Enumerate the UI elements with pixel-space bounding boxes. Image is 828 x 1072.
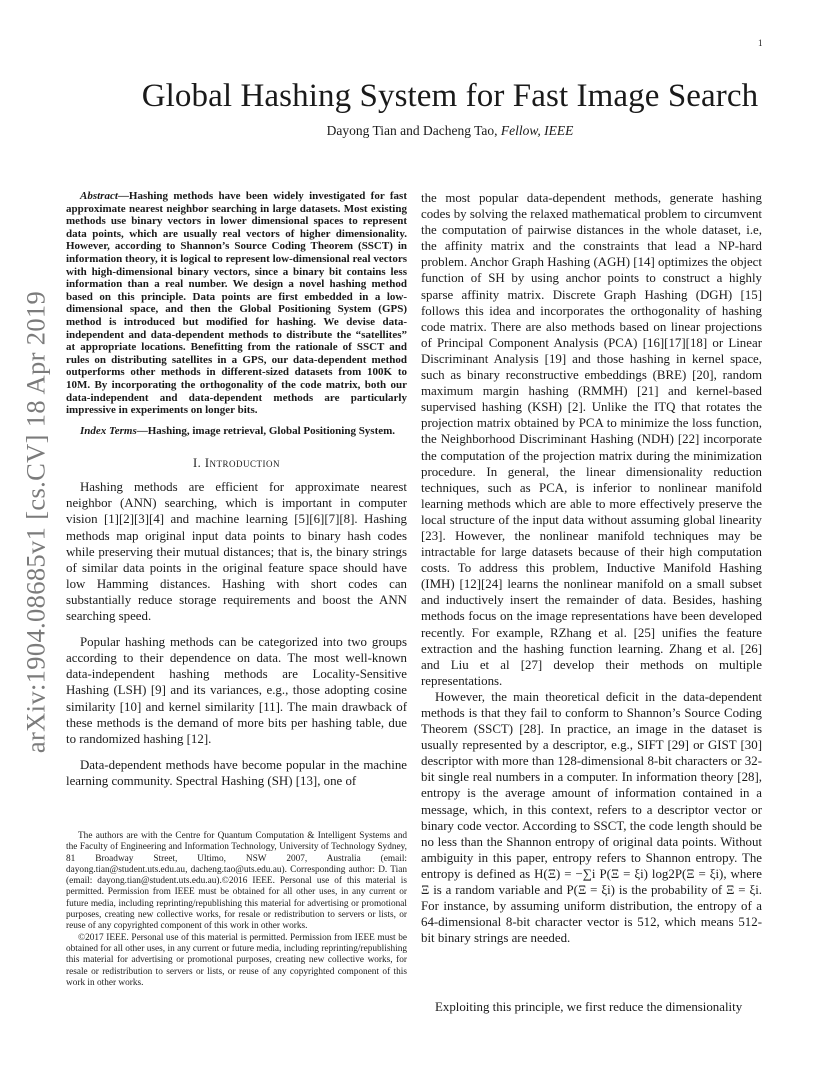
abstract-label: Abstract — [80, 190, 118, 202]
section-numeral: I. — [192, 456, 205, 471]
index-terms-label: Index Terms — [80, 424, 137, 437]
right-paragraph-2: However, the main theoretical deficit in the data-dependent methods is that they fail to conform to Shannon’s Source Coding Theorem (SSCT) [28]. In practice, an image in the dataset is usually represented by a descriptor, e.g., SIFT [29] or GIST [30] descriptor with more than 128-dimensional 8-bit characters or 32-bit single real numbers in a computer. In information theory [28], entropy is the average amount of information contained in a message, which, in this context, refers to a descriptor vector or binary code vector. According to SSCT, the code length should be no less than the Shannon entropy of original data points. Without ambiguity in this paper, entropy refers to Shannon entropy. The entropy is defined as H(Ξ) = −∑i P(Ξ = ξi) log2P(Ξ = ξi), where Ξ is a random variable and P(Ξ = ξi) is the probability of Ξ = ξi. For instance, by assuming uniform distribution, the entropy of a 64-dimensional 8-bit character vector is 512, which means 512-bit binary strings are needed. — [421, 689, 762, 946]
paper-authors — [60, 122, 828, 140]
section-heading — [66, 456, 407, 471]
abstract-text: —Hashing methods have been widely investigated for fast approximate nearest neighbor searching in large datasets. Most existing methods use binary vectors in lower dimensional spaces to represent data points, which are usually real vectors of higher dimensionality. However, according to Shannon’s Source Coding Theorem (SSCT) in information theory, it is logical to represent low-dimensional real vectors with high-dimensional binary vectors, since a binary bit contains less information than a real number. We design a novel hashing method based on this principle. Data points are first embedded in a low-dimensional space, and then the Global Positioning System (GPS) method is introduced but modified for hashing. We devise data-independent and data-dependent methods to distribute the “satellites” at appropriate locations. Benefitting from the rationale of SSCT and rules on distributing satellites in a GPS, our data-dependent method outperforms other methods in different-sized datasets from 100K to 10M. By incorporating the orthogonality of the code matrix, both our data-independent and data-dependent methods are particularly impressive in experiments on longer bits. — [66, 190, 407, 417]
page-number: 1 — [758, 38, 763, 48]
intro-paragraph-2: Popular hashing methods can be categorized into two groups according to their dependence on data. The most well-known data-independent hashing methods are Locality-Sensitive Hashing (LSH) [9] and its variances, e.g., those adopting cosine similarity [10] and kernel similarity [11]. The main drawback of these methods is the demand of more bits per hashing table, due to randomized hashing [12]. — [66, 635, 407, 746]
index-terms — [66, 425, 407, 438]
arxiv-stamp-text: arXiv:1904.08685v1 [cs.CV] 18 Apr 2019 — [20, 290, 51, 754]
right-paragraph-1: the most popular data-dependent methods, generate hashing codes by solving the relaxed mathematical problem to circumvent the computation of pairwise distances in the whole dataset, i.e, the affinity matrix and the constraints that lead a NP-hard problem. Anchor Graph Hashing (AGH) [14] optimizes the object function of SH by using anchor points to construct a highly sparse affinity matrix. Discrete Graph Hashing (DGH) [15] follows this idea and incorporates the orthogonality of hashing code matrix. There are also methods based on linear projections of Principal Component Analysis (PCA) [16][17][18] or Linear Discriminant Analysis [19] and those hashing in kernel space, such as binary reconstructive embeddings (BRE) [20], random maximum margin hashing (RMMH) [21] and kernel-based supervised hashing (KSH) [2]. Unlike the ITQ that rotates the projection matrix obtained by PCA to minimize the loss function, the Neighborhood Discriminant Hashing (NDH) [22] incorporate the computation of the projection matrix during the minimization procedure. In general, the linear dimensionality reduction techniques, such as PCA, is inferior to nonlinear manifold learning methods which are able to more effectively preserve the local structure of the input data without assuming global linearity [23]. However, the nonlinear manifold techniques may be intractable for large datasets because of their high computation costs. To address this problem, Inductive Manifold Hashing (IMH) [12][24] learns the nonlinear manifold on a small subset and inductively insert the remainder of data. Besides, hashing methods focus on the image representations have been developed recently. For example, RZhang et al. [25] unifies the feature extraction and the hashing function learning. Zhang et al. [26] and Liu et al [27] develop their methods on multiple representations. — [421, 191, 762, 688]
abstract — [66, 190, 407, 417]
right-column — [421, 190, 762, 946]
section-title: Introduction — [204, 456, 281, 471]
footnote-copyright: ©2017 IEEE. Personal use of this material is permitted. Permission from IEEE must be obtained for all other uses, in any current or future media, including reprinting/republishing this material for advertising or promotional purposes, creating new collective works, for resale or redistribution to servers or lists, or reuse of any copyrighted component of this work in other works. — [66, 932, 407, 988]
intro-paragraph-1: Hashing methods are efficient for approximate nearest neighbor (ANN) searching, which is important in computer vision [1][2][3][4] and machine learning [5][6][7][8]. Hashing methods map original input data points to binary hash codes while preserving their mutual distances; that is, the binary strings of similar data points in the original feature space should have low Hamming distances. Hashing with short codes can substantially reduce storage requirements and boost the ANN searching speed. — [66, 480, 407, 624]
footnote-affiliation: The authors are with the Centre for Quantum Computation & Intelligent Systems and the Faculty of Engineering and Information Technology, University of Technology Sydney, 81 Broadway Street, Ultimo, NSW 2007, Australia (email: dayong.tian@student.uts.edu.au, dacheng.tao@uts.edu.au). Corresponding author: D. Tian (email: dayong.tian@student.uts.edu.au).©2016 IEEE. Personal use of this material is permitted. Permission from IEEE must be obtained for all other uses, in any current or future media, including reprinting/republishing this material for advertising or promotional purposes, creating new collective works, for resale or redistribution to servers or lists, or reuse of any copyrighted component of this work in other works. — [66, 831, 407, 932]
footnotes — [66, 831, 407, 989]
author-fellow: Fellow, IEEE — [500, 123, 574, 138]
author-names: Dayong Tian and Dacheng Tao, — [326, 123, 498, 138]
right-paragraph-3: Exploiting this principle, we first reduce the dimensionality — [435, 1000, 743, 1014]
left-column — [66, 190, 407, 789]
paper-title: Global Hashing System for Fast Image Search — [141, 78, 759, 114]
intro-paragraph-3: Data-dependent methods have become popular in the machine learning community. Spectral Hashing (SH) [13], one of — [66, 757, 407, 788]
index-terms-text: —Hashing, image retrieval, Global Positioning System. — [136, 424, 396, 437]
right-paragraph-3-wrapper — [421, 999, 762, 1015]
